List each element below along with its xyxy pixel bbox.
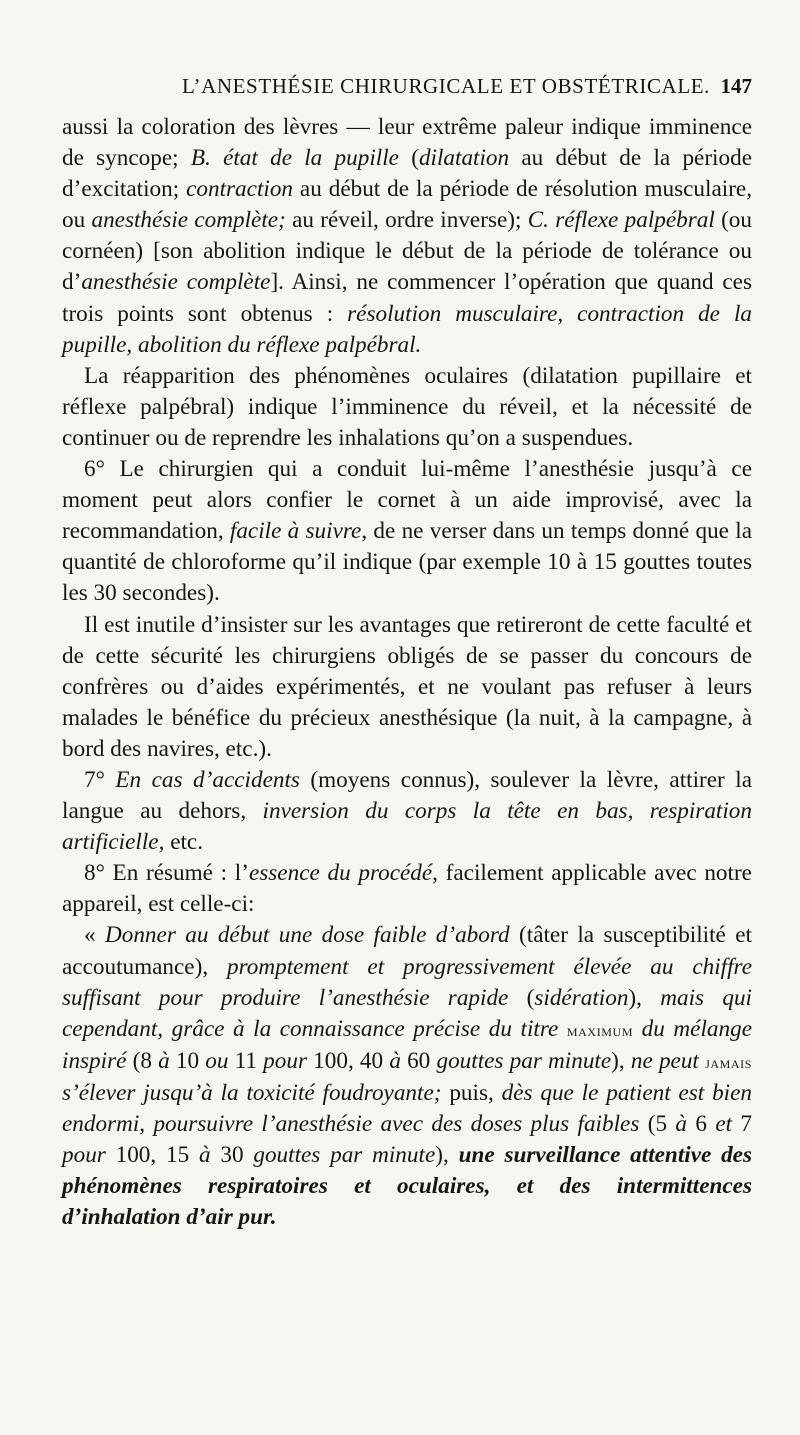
italic-run: facile à suivre	[229, 518, 362, 545]
text-run: aussi la coloration des lèvres — leur extrême paleur indique imminence de syncope;	[62, 114, 752, 172]
running-title: L’ANESTHÉSIE CHIRURGICALE ET OBSTÉTRICALE.	[182, 74, 711, 98]
paragraph-reapparition: La réapparition des phénomènes oculaires (dilatation pupillaire et réflexe palpébral) indique l’imminence du réveil, et la nécessité de continuer ou de reprendre les inhalations qu’on a suspendues.	[62, 362, 752, 451]
body-text	[62, 112, 752, 1233]
text-run: au début de la période d’excitation;	[62, 145, 752, 203]
bold-italic-run: une surveillance attentive des phénomènes respiratoires et oculaires, et des intermittences d’inhalation d’air pur.	[62, 1142, 752, 1231]
small-caps-run: maximum	[566, 1020, 634, 1040]
text-run: , facilement applicable avec notre appareil, est celle-ci:	[62, 860, 752, 918]
italic-run: à	[675, 1111, 687, 1137]
text-run: ),	[435, 1142, 459, 1169]
italic-run: pour	[62, 1142, 106, 1169]
text-run: (	[398, 145, 419, 172]
italic-run: pour	[263, 1047, 307, 1074]
italic-run: gouttes par minute	[436, 1047, 612, 1074]
text-run: puis,	[441, 1079, 502, 1106]
text-run: (	[508, 984, 535, 1011]
text-run: (8	[126, 1047, 159, 1074]
paragraph-point-8	[62, 858, 752, 920]
text-run: (5	[639, 1111, 676, 1137]
page-number: 147	[720, 74, 752, 98]
italic-run: promptement et progressivement élevée au chiffre suffisant pour produire l’anesthésie rapide	[62, 953, 752, 1011]
small-caps-run: jamais	[705, 1052, 753, 1072]
italic-run: sidération	[534, 984, 629, 1011]
italic-run: à	[158, 1047, 170, 1074]
text-run: ),	[628, 984, 661, 1011]
text-run: ),	[611, 1047, 631, 1074]
italic-run: du mélange inspiré	[62, 1015, 752, 1074]
italic-run: anesthésie complète;	[91, 207, 286, 234]
text-run: ]. Ainsi, ne commencer l’opération que quand ces trois points sont obtenus :	[62, 269, 752, 327]
italic-run: dès que le patient est bien endormi, poursuivre l’anesthésie avec des doses plus faibles	[62, 1079, 752, 1137]
text-run: 100, 15	[105, 1142, 199, 1169]
text-run: (moyens connus), soulever la lèvre, attirer la langue au dehors,	[62, 766, 752, 825]
text-run: 11	[228, 1047, 264, 1074]
text-run: (ou cornéen) [son abolition indique le début de la période de tolérance ou d’	[62, 207, 752, 296]
paragraph-continuation	[62, 112, 752, 361]
italic-run: à	[198, 1142, 211, 1169]
paragraph-point-6	[62, 454, 752, 609]
paragraph-advantages: Il est inutile d’insister sur les avantages que retireront de cette faculté et de cette sécurité les chirurgiens obligés de se passer du concours de confrères ou d’aides expérimentés, et ne voulant pas refuser à leurs malades le bénéfice du précieux anesthésique (la nuit, à la campagne, à bord des navires, etc.).	[62, 611, 752, 762]
text-run: «	[84, 922, 105, 949]
text-run: 60	[400, 1047, 437, 1074]
text-run: (tâter la susceptibilité et accoutumance),	[62, 922, 752, 980]
text-run: 30	[210, 1142, 254, 1169]
text-run: 6	[687, 1111, 716, 1137]
text-run: , de ne verser dans un temps donné que la quantité de chloroforme qu’il indique (par exemple 10 à 15 gouttes toutes les 30 secondes).	[62, 518, 752, 607]
italic-run: B. état de la pupille	[190, 145, 399, 172]
italic-run: gouttes par minute	[253, 1142, 436, 1169]
italic-run: ou	[205, 1047, 229, 1074]
italic-run: dilatation	[418, 145, 510, 172]
text-run: au réveil, ordre inverse);	[285, 207, 528, 234]
paragraph-summary-quote	[62, 920, 752, 1233]
italic-run: s’élever jusqu’à la toxicité foudroyante;	[62, 1079, 442, 1106]
text-run: 8° En résumé : l’	[84, 860, 249, 887]
italic-run: inversion du corps la tête en bas, respiration artificielle	[62, 798, 752, 856]
text-run: au début de la période de résolution musculaire, ou	[62, 176, 753, 234]
paragraph-point-7	[62, 765, 752, 858]
italic-run: Donner au début une dose faible d’abord	[105, 922, 510, 949]
text-run: 10	[169, 1047, 206, 1074]
italic-run: à	[389, 1047, 401, 1074]
italic-run: mais qui cependant, grâce à la connaissance précise du titre	[62, 984, 752, 1042]
text-run: 7°	[84, 766, 116, 793]
italic-run: ne peut	[630, 1047, 706, 1074]
italic-run: et	[715, 1111, 733, 1137]
text-run: 7	[732, 1111, 752, 1137]
page-header	[62, 74, 762, 108]
text-run: 100, 40	[306, 1047, 390, 1074]
text-run: 6° Le chirurgien qui a conduit lui-même l’anesthésie jusqu’à ce moment peut alors confier le cornet à un aide improvisé, avec la recommandation,	[62, 456, 752, 545]
italic-run: résolution musculaire, contraction de la pupille, abolition du réflexe palpébral.	[62, 300, 752, 358]
italic-run: essence du procédé	[248, 860, 433, 887]
italic-run: En cas d’accidents	[115, 766, 300, 793]
italic-run: C. réflexe palpébral	[527, 207, 715, 234]
italic-run: contraction	[186, 176, 294, 203]
text-run: , etc.	[158, 829, 204, 856]
italic-run: anesthésie complète	[81, 269, 271, 296]
